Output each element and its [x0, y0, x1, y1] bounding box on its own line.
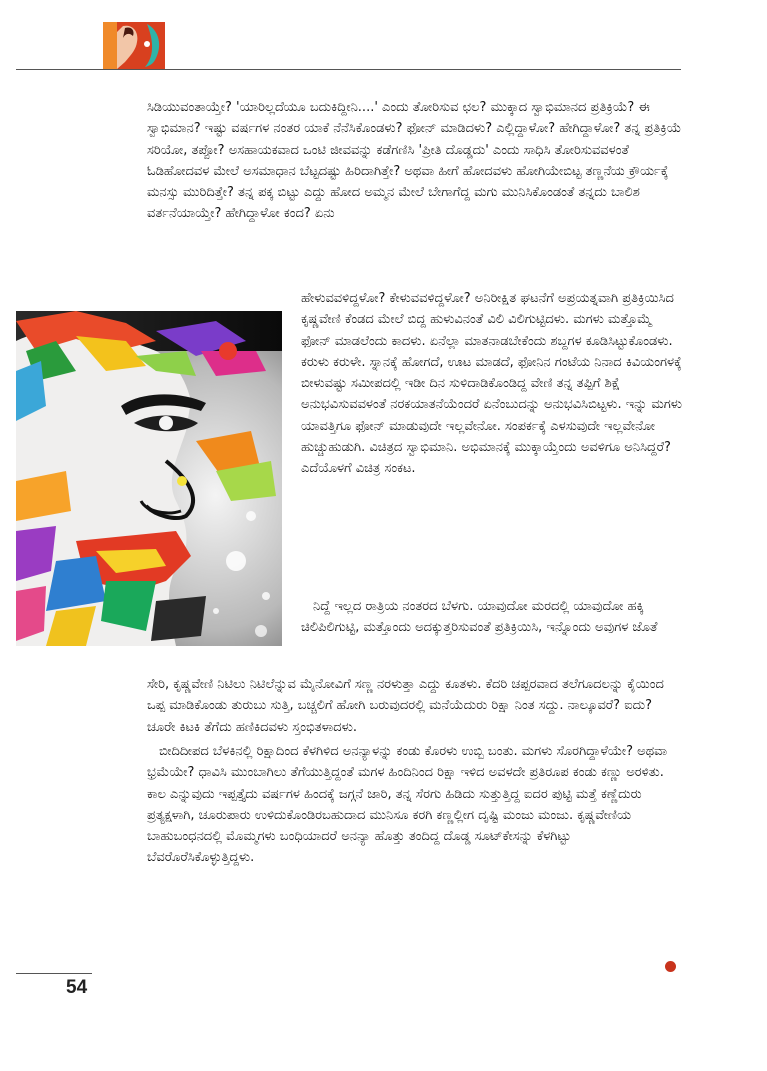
paragraph-3: ನಿದ್ದೆ ಇಲ್ಲದ ರಾತ್ರಿಯ ನಂತರದ ಬೆಳಗು. ಯಾವುದೋ ಮರದಲ್ಲಿ ಯಾವುದೋ ಹಕ್ಕಿ ಚಿಲಿಪಿಲಿಗುಟ್ಟಿ, ಮತ್ತೊಂದು ಅದಕ್ಕುತ್ತರಿಸುವಂತೆ ಪ್ರತಿಕ್ರಿಯಿಸಿ, ಇನ್ನೊಂದು ಅವುಗಳ ಜೊತೆ — [301, 599, 658, 636]
paragraph-2: ಹೇಳುವವಳಿದ್ದಳೋ? ಕೇಳುವವಳಿದ್ದಳೋ? ಅನಿರೀಕ್ಷಿತ ಘಟನೆಗೆ ಅಪ್ರಯತ್ನವಾಗಿ ಪ್ರತಿಕ್ರಿಯಿಸಿದ ಕೃಷ್ಣವೇಣಿ ಕೆಂಡದ ಮೇಲೆ ಬಿದ್ದ ಹುಳುವಿನಂತೆ ವಿಲಿ ವಿಲಿಗುಟ್ಟಿದಳು. ಮಗಳು ಮತ್ತೊಮ್ಮೆ ಫೋನ್ ಮಾಡಲೆಂದು ಕಾದಳು. ಏನೆಲ್ಲಾ ಮಾತನಾಡಬೇಕೆಂದು ಶಬ್ದಗಳ ಕೂಡಿಸಿಟ್ಟುಕೊಂಡಳು. ಕರುಳು ಕರುಳೇ. ಸ್ನಾನಕ್ಕೆ ಹೋಗದೆ, ಊಟ ಮಾಡದೆ, ಫೋನಿನ ಗಂಟೆಯ ನಿನಾದ ಕಿವಿಯಂಗಳಕ್ಕೆ ಬೀಳುವಷ್ಟು ಸಮೀಪದಲ್ಲಿ ಇಡೀ ದಿನ ಸುಳಿದಾಡಿಕೊಂಡಿದ್ದ ವೇಣಿ ತನ್ನ ತಪ್ಪಿಗೆ ಶಿಕ್ಷೆ ಅನುಭವಿಸುವವಳಂತೆ ನರಕಯಾತನೆಯೆಂದರೆ ಏನೆಂಬುದನ್ನು ಅನುಭವಿಸಿಬಿಟ್ಟಳು. ಇನ್ನು ಮಗಳು ಯಾವತ್ತಿಗೂ ಫೋನ್ ಮಾಡುವುದೇ ಇಲ್ಲವೇನೋ. ಸಂಪರ್ಕಕ್ಕೆ ಎಳಸುವುದೇ ಇಲ್ಲವೇನೋ ಹುಚ್ಚುಹುಡುಗಿ. ವಿಚಿತ್ರದ ಸ್ವಾಭಿಮಾನಿ. ಅಭಿಮಾನಕ್ಕೆ ಮುಕ್ಕಾಯ್ತೆಂದು ಅವಳಿಗೂ ಅನಿಸಿದ್ದರೆ? ಎದೆಯೊಳಗೆ ವಿಚಿತ್ರ ಸಂಕಟ. — [301, 291, 682, 477]
paragraph-5: ಬೀದಿದೀಪದ ಬೆಳಕಿನಲ್ಲಿ ರಿಕ್ಷಾದಿಂದ ಕೆಳಗಿಳಿದ ಅನನ್ಯಾಳನ್ನು ಕಂಡು ಕೊರಳು ಉಬ್ಬಿ ಬಂತು. ಮಗಳು ಸೊರಗಿದ್ದಾಳೆಯೇ? ಅಥವಾ ಭ್ರಮೆಯೇ? ಧಾವಿಸಿ ಮುಂಬಾಗಿಲು ತೆಗೆಯುತ್ತಿದ್ದಂತೆ ಮಗಳ ಹಿಂದಿನಿಂದ ರಿಕ್ಷಾ ಇಳಿದ ಅವಳದೇ ಪ್ರತಿರೂಪ ಕಂಡು ಕಣ್ಣು ಅರಳಿತು. ಕಾಲ ಎನ್ನುವುದು ಇಪ್ಪತ್ತೈದು ವರ್ಷಗಳ ಹಿಂದಕ್ಕೆ ಜಗ್ಗನೆ ಜಾರಿ, ತನ್ನ ಸೆರಗು ಹಿಡಿದು ಸುತ್ತುತ್ತಿದ್ದ ಐದರ ಪುಟ್ಟಿ ಮತ್ತೆ ಕಣ್ಣೆದುರು ಪ್ರತ್ಯಕ್ಷಳಾಗಿ, ಚೂರುಪಾರು ಉಳಿದುಕೊಂಡಿರಬಹುದಾದ ಮುನಿಸೂ ಕರಗಿ ಕಣ್ಣಲ್ಲೀಗ ದೃಷ್ಟಿ ಮಂಜು ಮಂಜು. ಕೃಷ್ಣವೇಣಿಯ ಬಾಹುಬಂಧನದಲ್ಲಿ ಮೊಮ್ಮಗಳು ಬಂಧಿಯಾದರೆ ಅನನ್ಯಾ ಹೊತ್ತು ತಂದಿದ್ದ ದೊಡ್ಡ ಸೂಟ್‌ಕೇಸನ್ನು ಕೆಳಗಿಟ್ಟು ಬೆವರೊರೆಸಿಕೊಳ್ಳುತ್ತಿದ್ದಳು. — [147, 744, 668, 866]
end-dot-icon — [665, 961, 676, 972]
paragraph-1: ಸಿಡಿಯುವಂತಾಯ್ತೇ? 'ಯಾರಿಲ್ಲದೆಯೂ ಬದುಕಿದ್ದೀನಿ....' ಎಂದು ತೋರಿಸುವ ಛಲ? ಮುಕ್ಕಾದ ಸ್ವಾಭಿಮಾನದ ಪ್ರತಿಕ್ರಿಯೆ? ಈ ಸ್ವಾಭಿಮಾನ? ಇಷ್ಟು ವರ್ಷಗಳ ನಂತರ ಯಾಕೆ ನೆನೆಸಿಕೊಂಡಳು? ಫೋನ್ ಮಾಡಿದಳು? ಎಲ್ಲಿದ್ದಾಳೋ? ಹೇಗಿದ್ದಾಳೋ? ತನ್ನ ಪ್ರತಿಕ್ರಿಯೆ ಸರಿಯೋ, ತಪ್ಪೋ? ಅಸಹಾಯಕವಾದ ಒಂಟಿ ಜೀವವನ್ನು ಕಡೆಗಣಿಸಿ 'ಪ್ರೀತಿ ದೊಡ್ಡದು' ಎಂದು ಸಾಧಿಸಿ ತೋರಿಸುವವಳಂತೆ ಓಡಿಹೋದವಳ ಮೇಲೆ ಅಸಮಾಧಾನ ಬೆಟ್ಟದಷ್ಟು ಹಿರಿದಾಗಿತ್ತೇ? ಅಥವಾ ಹೀಗೆ ಹೋದವಳು ಹೋಗಿಯೇಬಿಟ್ಟ ತಣ್ಣನೆಯ ಕ್ರೌರ್ಯಕ್ಕೆ ಮನಸ್ಸು ಮುರಿದಿತ್ತೇ? ತನ್ನ ಪಕ್ಕ ಬಿಟ್ಟು ಎದ್ದು ಹೋದ ಅಮ್ಮನ ಮೇಲೆ ಬೇಗಾಗೆದ್ದ ಮಗು ಮುನಿಸಿಕೊಂಡಂತೆ ತನ್ನದು ಬಾಲಿಶ ವರ್ತನೆಯಾಯ್ತೇ? ಹೇಗಿದ್ದಾಳೋ ಕಂದ? ಏನು — [147, 100, 682, 222]
page-number: 54 — [66, 977, 88, 998]
colorful-face-illustration — [16, 311, 282, 646]
footer-rule — [16, 973, 92, 974]
magazine-logo-icon — [103, 22, 165, 69]
header-rule — [16, 69, 681, 70]
paragraph-4: ಸೇರಿ, ಕೃಷ್ಣವೇಣಿ ನಿಟಿಲು ನಿಟಿಲೆನ್ನುವ ಮೈನೋವಿಗೆ ಸಣ್ಣ ನರಳುತ್ತಾ ಎದ್ದು ಕೂತಳು. ಕೆದರಿ ಚಪ್ಪರವಾದ ತಲೆಗೂದಲನ್ನು ಕೈಯಿಂದ ಒಪ್ಪ ಮಾಡಿಕೊಂಡು ತುರುಬು ಸುತ್ತಿ, ಬಚ್ಚಲಿಗೆ ಹೋಗಿ ಬರುವುದರಲ್ಲಿ ಮನೆಯೆದುರು ರಿಕ್ಷಾ ನಿಂತ ಸದ್ದು. ನಾಲ್ಕೂವರೆ? ಐದು? ಚೂರೇ ಕಿಟಕಿ ತೆಗೆದು ಹಣಿಕಿದವಳು ಸ್ತಂಭಿತಳಾದಳು. — [147, 677, 664, 735]
